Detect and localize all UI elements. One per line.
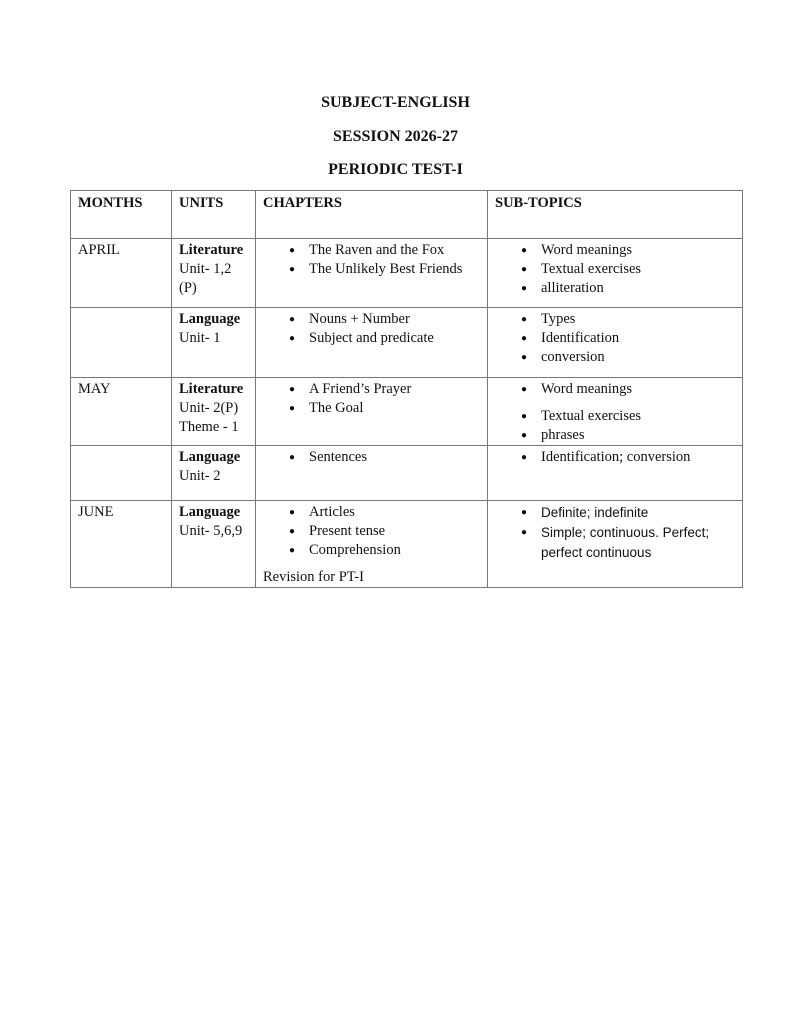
table-row	[71, 239, 743, 308]
unit-name: Language	[179, 311, 241, 327]
unit-detail: Unit- 2(P)	[179, 400, 239, 416]
subtopic-list	[495, 448, 735, 467]
month-cell: JUNE	[71, 501, 172, 588]
subtopics-cell	[488, 239, 743, 308]
subtopic-list	[495, 380, 735, 445]
subtopics-cell	[488, 501, 743, 588]
subtopic-item: ● Word meanings	[495, 241, 735, 260]
unit-theme: Theme - 1	[179, 419, 239, 435]
subtopic-item: ● alliteration	[495, 279, 735, 298]
unit-detail: Unit- 1	[179, 330, 221, 346]
chapters-cell	[256, 239, 488, 308]
unit-cell	[172, 446, 256, 501]
subtopic-item: ● Simple; continuous. Perfect; perfect continuous	[495, 523, 735, 563]
chapter-list	[263, 448, 480, 467]
chapter-item: ● Nouns + Number	[263, 310, 480, 329]
chapters-cell	[256, 446, 488, 501]
unit-cell	[172, 308, 256, 378]
unit-name: Literature	[179, 381, 244, 397]
subtopic-item: ● Textual exercises	[495, 407, 735, 426]
table-row	[71, 308, 743, 378]
chapter-list	[263, 503, 480, 560]
unit-detail: Unit- 5,6,9	[179, 523, 243, 539]
subtopics-cell	[488, 308, 743, 378]
chapter-item: ● The Raven and the Fox	[263, 241, 480, 260]
table-row	[71, 378, 743, 446]
unit-detail: Unit- 1,2 (P)	[179, 261, 232, 296]
column-header-months: MONTHS	[71, 191, 172, 239]
subtopic-item: ● Definite; indefinite	[495, 503, 735, 523]
subtopics-cell	[488, 378, 743, 446]
column-header-units: UNITS	[172, 191, 256, 239]
chapter-list	[263, 241, 480, 279]
chapter-item: ● The Goal	[263, 399, 480, 418]
session-title: SESSION 2026-27	[333, 128, 458, 145]
unit-name: Literature	[179, 242, 244, 258]
chapter-item: ● Comprehension	[263, 541, 480, 560]
subtopic-item: ● Word meanings	[495, 380, 735, 399]
chapter-list	[263, 310, 480, 348]
month-cell: MAY	[71, 378, 172, 446]
chapter-item: ● Subject and predicate	[263, 329, 480, 348]
chapter-item: ● The Unlikely Best Friends	[263, 260, 480, 279]
subtopics-cell	[488, 446, 743, 501]
unit-name: Language	[179, 449, 241, 465]
syllabus-table	[70, 190, 743, 588]
month-cell: APRIL	[71, 239, 172, 308]
unit-detail: Unit- 2	[179, 468, 221, 484]
unit-cell	[172, 501, 256, 588]
subtopic-list	[495, 310, 735, 367]
column-header-subtopics: SUB-TOPICS	[488, 191, 743, 239]
subtopic-item: ● phrases	[495, 426, 735, 445]
unit-name: Language	[179, 504, 241, 520]
subtopic-item: ● Types	[495, 310, 735, 329]
table-row	[71, 446, 743, 501]
column-header-chapters: CHAPTERS	[256, 191, 488, 239]
chapter-item: ● A Friend’s Prayer	[263, 380, 480, 399]
table-row	[71, 501, 743, 588]
subtopic-item: ● Identification; conversion	[495, 448, 735, 467]
subtopic-item: ● conversion	[495, 348, 735, 367]
subject-title: SUBJECT-ENGLISH	[321, 94, 470, 111]
subtopic-list	[495, 241, 735, 298]
subtopic-item: ● Identification	[495, 329, 735, 348]
unit-cell	[172, 378, 256, 446]
chapter-item: ● Sentences	[263, 448, 480, 467]
subtopic-list	[495, 503, 735, 563]
chapters-cell	[256, 308, 488, 378]
chapters-cell	[256, 501, 488, 588]
unit-cell	[172, 239, 256, 308]
table-header-row	[71, 191, 743, 239]
chapter-item: ● Articles	[263, 503, 480, 522]
chapter-item: ● Present tense	[263, 522, 480, 541]
month-cell	[71, 446, 172, 501]
revision-note: Revision for PT-I	[263, 569, 364, 585]
subtopic-item: ● Textual exercises	[495, 260, 735, 279]
month-cell	[71, 308, 172, 378]
test-title: PERIODIC TEST-I	[328, 161, 463, 178]
chapter-list	[263, 380, 480, 418]
chapters-cell	[256, 378, 488, 446]
